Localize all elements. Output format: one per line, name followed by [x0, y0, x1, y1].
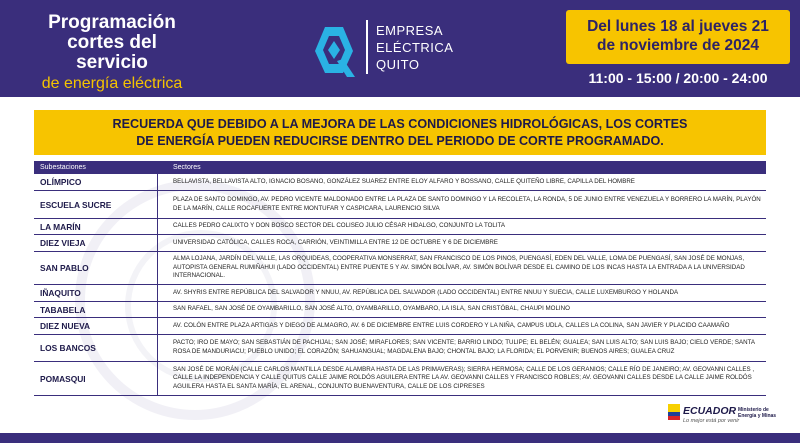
ministry-name: [738, 407, 783, 419]
table-row: [34, 335, 766, 362]
sectors-cell: BELLAVISTA, BELLAVISTA ALTO, IGNACIO BOSANO, GONZÁLEZ SUAREZ ENTRE ELOY ALFARO Y BOSSANO, CALLE QUITEÑO LIBRE, CAPILLA DEL HOMBRE: [173, 177, 635, 185]
header-banner: [0, 0, 800, 97]
sectors-cell: PLAZA DE SANTO DOMINGO, AV. PEDRO VICENTE MALDONADO ENTRE LA PLAZA DE SANTO DOMINGO Y LA RECOLETA, LA RONDA, 5 DE JUNIO ENTRE VENEZUELA Y BORRERO LA MARÍN, PLAYÓN DE LA MARÍN, CALLE ROCAFUERTE ENTRE MONTUFAR Y CASPICARA, LAURENCIO SILVA: [173, 195, 761, 212]
ecuador-brand: ECUADOR: [683, 405, 737, 417]
ecuador-flag-icon: [668, 404, 680, 420]
table-row: [34, 362, 766, 396]
table-row: [34, 285, 766, 302]
table-row: [34, 252, 766, 285]
sectors-cell: PACTO; IRO DE MAYO; SAN SEBASTIÁN DE PACHIJAL; SAN JOSÉ; MIRAFLORES; SAN VICENTE; BARRIO LINDO; TULIPE; EL BELÉN; GUALEA; SAN LUIS ALTO; SAN LUIS BAJO; CIELO VERDE; SANTA ROSA DE MANDURIACU; PUEBLO UNIDO; EL CORAZÓN; SAHUANGUAL; MAGDALENA BAJO; CHONTAL BAJO; LA FLORIDA; EL PORVENIR; BUENOS AIRES; GUALEA CRUZ: [173, 339, 755, 355]
header-substations: Subestaciones: [40, 164, 86, 171]
table-row: [34, 191, 766, 219]
substation-cell: DIEZ NUEVA: [34, 318, 158, 334]
table-row: [34, 302, 766, 318]
cut-hours: 11:00 - 15:00 / 20:00 - 24:00: [588, 70, 768, 86]
program-title: [32, 13, 192, 94]
logo-divider: [366, 20, 368, 74]
eeq-q-logo-icon: [309, 17, 359, 79]
notice-line-2: DE ENERGÍA PUEDEN REDUCIRSE DENTRO DEL PERIODO DE CORTE PROGRAMADO.: [136, 134, 664, 148]
ministry-line-2: Energía y Minas: [738, 413, 777, 419]
company-name-line-3: QUITO: [376, 57, 420, 72]
table-row: [34, 235, 766, 252]
substation-cell: OLÍMPICO: [34, 174, 158, 190]
company-name-line-1: EMPRESA: [376, 23, 444, 38]
sectors-cell: AV. SHYRIS ENTRE REPÚBLICA DEL SALVADOR Y NNUU, AV. REPÚBLICA DEL SALVADOR (LADO OCCIDENTAL) ENTRE NNUU Y SUECIA, CALLE LUXEMBURGO Y HOLANDA: [173, 288, 679, 296]
ministry-line-1: Ministerio de: [738, 407, 769, 413]
footer-bar: [0, 433, 800, 443]
date-range-box: [566, 10, 790, 64]
schedule-table: [34, 161, 766, 396]
sectors-cell: SAN JOSÉ DE MORÁN (CALLE CARLOS MANTILLA DESDE ALAMBRA HASTA DE LAS PRIMAVERAS); SIERRA HERMOSA; CALLE DE LOS GERANIOS; CALLE RÍO DE JANEIRO; AV. GEOVANNI CALLES , CALLE LA INDEPENDENCIA Y CALLE QUITUS CALLE JAIME ROLDÓS AGUILERA ENTRE LA AV. GEOVANNI CALLES Y FRANCISCO ROBLES; AV. GEOVANNI CALLES DESDE LA CALLE JAIME ROLDÓS AGUILERA HASTA EL SANTA MARÍA, EL ARENAL, CONJUNTO BUENAVENTURA, CALLE DE LOS CIPRESES: [173, 365, 755, 390]
sectors-cell: UNIVERSIDAD CATÓLICA, CALLES ROCA, CARRIÓN, VEINTIMILLA ENTRE 12 DE OCTUBRE Y 6 DE DICIEMBRE: [173, 238, 498, 246]
sectors-cell: ALMA LOJANA, JARDÍN DEL VALLE, LAS ORQUIDEAS, COOPERATIVA MONSERRAT, SAN FRANCISCO DE LOS PINOS, PUENGASÍ, EDEN DEL VALLE, LOMA DE PUENGASÍ, SAN JOSÉ DE MONJAS, AUTOPISTA GENERAL RUMIÑAHUI (LADO OCCIDENTAL) ENTRE PUENTE 5 Y AV. SIMÓN BOLÍVAR, AV. SIMÓN BOLÍVAR DESDE EL CAMINO DE LOS INCAS HASTA LA ENTRADA A LA UNIVERSIDAD INTERNACIONAL.: [173, 255, 745, 280]
sectors-cell: CALLES PEDRO CALIXTO Y DON BOSCO SECTOR DEL COLISEO JULIO CÉSAR HIDALGO, CONJUNTO LA TOLITA: [173, 222, 506, 230]
ecuador-slogan: Lo mejor está por venir: [683, 418, 740, 424]
notice-line-1: RECUERDA QUE DEBIDO A LA MEJORA DE LAS CONDICIONES HIDROLÓGICAS, LOS CORTES: [112, 117, 688, 131]
table-row: [34, 174, 766, 191]
substation-cell: ESCUELA SUCRE: [34, 191, 158, 218]
substation-cell: LOS BANCOS: [34, 335, 158, 361]
title-line-3: de energía eléctrica: [41, 75, 183, 92]
company-name: [376, 22, 453, 73]
company-name-line-2: ELÉCTRICA: [376, 40, 454, 55]
substation-cell: IÑAQUITO: [34, 285, 158, 301]
table-row: [34, 318, 766, 335]
title-line-2: cortes del servicio: [67, 32, 157, 73]
table-row: [34, 219, 766, 235]
substation-cell: DIEZ VIEJA: [34, 235, 158, 251]
substation-cell: SAN PABLO: [34, 252, 158, 284]
table-header: [34, 161, 766, 174]
sectors-cell: SAN RAFAEL, SAN JOSÉ DE OYAMBARILLO, SAN JOSÉ ALTO, OYAMBARILLO, OYAMBARO, LA ISLA, SAN CRISTÓBAL, CHAUPI MOLINO: [173, 305, 570, 313]
date-line-1: Del lunes 18 al jueves 21: [587, 18, 769, 35]
notice-banner: [34, 110, 766, 155]
substation-cell: LA MARÍN: [34, 219, 158, 234]
title-line-1: Programación: [48, 12, 176, 33]
sectors-cell: AV. COLÓN ENTRE PLAZA ARTIGAS Y DIEGO DE ALMAGRO, AV. 6 DE DICIEMBRE ENTRE LUIS CORDERO Y LA NIÑA, CAMPUS UDLA, CALLES LA COLINA, SAN JAVIER Y PLACIDO CAAMAÑO: [173, 321, 730, 329]
substation-cell: POMASQUI: [34, 362, 158, 395]
header-sectors: Sectores: [173, 164, 201, 171]
date-line-2: de noviembre de 2024: [597, 37, 759, 54]
substation-cell: TABABELA: [34, 302, 158, 317]
